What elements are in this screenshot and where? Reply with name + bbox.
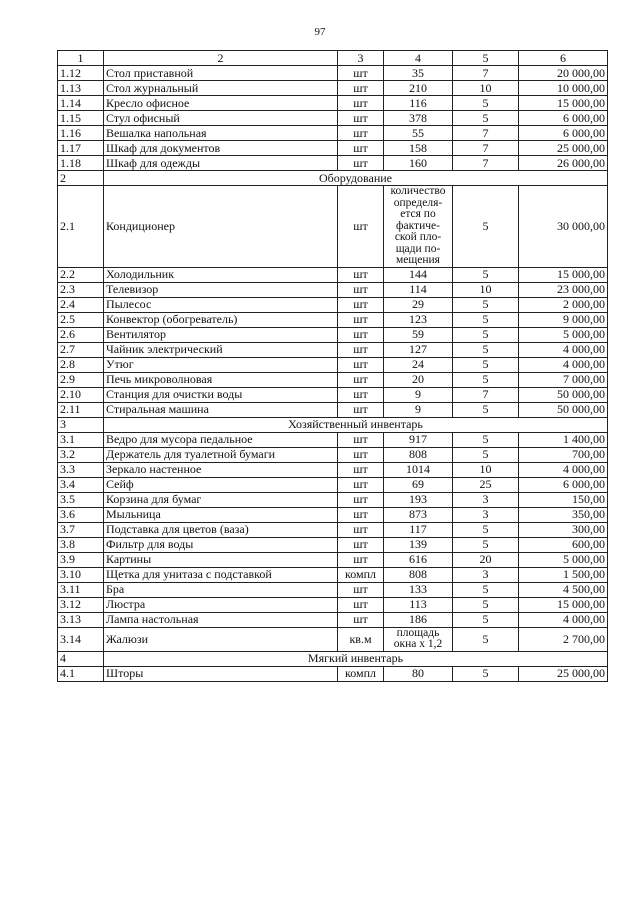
item-unit: шт <box>338 492 384 507</box>
item-number: 2.11 <box>58 402 104 417</box>
item-name: Холодильник <box>104 267 338 282</box>
item-name: Станция для очистки воды <box>104 387 338 402</box>
item-number: 1.12 <box>58 66 104 81</box>
item-price: 30 000,00 <box>519 186 608 268</box>
item-unit: шт <box>338 507 384 522</box>
item-name: Ведро для мусора педальное <box>104 432 338 447</box>
item-unit: шт <box>338 126 384 141</box>
item-price: 5 000,00 <box>519 327 608 342</box>
item-service-life: 5 <box>453 357 519 372</box>
section-number: 4 <box>58 651 104 666</box>
item-unit: шт <box>338 447 384 462</box>
item-unit: шт <box>338 312 384 327</box>
item-number: 1.13 <box>58 81 104 96</box>
column-number-row <box>58 51 608 66</box>
item-name: Фильтр для воды <box>104 537 338 552</box>
table-row <box>58 66 608 81</box>
item-name: Картины <box>104 552 338 567</box>
item-unit: шт <box>338 372 384 387</box>
table-row <box>58 186 608 268</box>
quantity-line: количество <box>390 185 446 197</box>
table-row <box>58 282 608 297</box>
item-quantity: 127 <box>384 342 453 357</box>
item-unit: шт <box>338 432 384 447</box>
item-service-life: 10 <box>453 282 519 297</box>
item-name: Подставка для цветов (ваза) <box>104 522 338 537</box>
column-number-cell: 2 <box>104 51 338 66</box>
item-unit: шт <box>338 462 384 477</box>
table-row <box>58 552 608 567</box>
item-number: 1.18 <box>58 156 104 171</box>
item-price: 4 000,00 <box>519 342 608 357</box>
item-quantity: 873 <box>384 507 453 522</box>
item-name: Кресло офисное <box>104 96 338 111</box>
item-service-life: 7 <box>453 156 519 171</box>
item-quantity: 210 <box>384 81 453 96</box>
item-price: 600,00 <box>519 537 608 552</box>
section-number: 3 <box>58 417 104 432</box>
item-name: Сейф <box>104 477 338 492</box>
item-service-life: 5 <box>453 342 519 357</box>
item-price: 1 400,00 <box>519 432 608 447</box>
section-row <box>58 171 608 186</box>
item-price: 6 000,00 <box>519 126 608 141</box>
item-quantity: 80 <box>384 666 453 681</box>
item-quantity: 24 <box>384 357 453 372</box>
table-row <box>58 81 608 96</box>
item-quantity: 616 <box>384 552 453 567</box>
item-number: 3.3 <box>58 462 104 477</box>
item-name: Кондиционер <box>104 186 338 268</box>
item-service-life: 5 <box>453 447 519 462</box>
item-quantity: 1014 <box>384 462 453 477</box>
item-number: 1.16 <box>58 126 104 141</box>
item-price: 9 000,00 <box>519 312 608 327</box>
item-name: Лампа настольная <box>104 612 338 627</box>
item-quantity: 123 <box>384 312 453 327</box>
table-row <box>58 372 608 387</box>
item-number: 2.7 <box>58 342 104 357</box>
item-unit: шт <box>338 111 384 126</box>
item-price: 23 000,00 <box>519 282 608 297</box>
item-unit: шт <box>338 297 384 312</box>
section-title: Мягкий инвентарь <box>104 651 608 666</box>
item-number: 3.2 <box>58 447 104 462</box>
item-quantity <box>384 627 453 651</box>
table-row <box>58 492 608 507</box>
item-unit: шт <box>338 597 384 612</box>
item-unit: шт <box>338 522 384 537</box>
item-unit: шт <box>338 582 384 597</box>
quantity-line: мещения <box>396 254 440 266</box>
item-name: Стул офисный <box>104 111 338 126</box>
item-number: 1.17 <box>58 141 104 156</box>
table-row <box>58 666 608 681</box>
item-service-life: 5 <box>453 327 519 342</box>
item-number: 3.9 <box>58 552 104 567</box>
item-service-life: 5 <box>453 372 519 387</box>
item-number: 2.6 <box>58 327 104 342</box>
item-number: 3.13 <box>58 612 104 627</box>
item-name: Шкаф для документов <box>104 141 338 156</box>
item-quantity: 808 <box>384 567 453 582</box>
item-service-life: 5 <box>453 111 519 126</box>
item-unit: шт <box>338 342 384 357</box>
item-service-life: 7 <box>453 387 519 402</box>
item-number: 2.5 <box>58 312 104 327</box>
item-name: Корзина для бумаг <box>104 492 338 507</box>
item-quantity: 117 <box>384 522 453 537</box>
item-price: 150,00 <box>519 492 608 507</box>
column-number-cell: 3 <box>338 51 384 66</box>
item-unit: шт <box>338 387 384 402</box>
item-unit: шт <box>338 186 384 268</box>
table-row <box>58 312 608 327</box>
item-service-life: 3 <box>453 507 519 522</box>
item-number: 3.10 <box>58 567 104 582</box>
item-unit: шт <box>338 66 384 81</box>
item-service-life: 3 <box>453 567 519 582</box>
item-quantity: 9 <box>384 387 453 402</box>
table-row <box>58 357 608 372</box>
item-number: 1.14 <box>58 96 104 111</box>
table-row <box>58 267 608 282</box>
item-unit: шт <box>338 537 384 552</box>
column-number-cell: 1 <box>58 51 104 66</box>
item-unit: шт <box>338 141 384 156</box>
item-price: 26 000,00 <box>519 156 608 171</box>
table-row <box>58 387 608 402</box>
item-unit: компл <box>338 567 384 582</box>
item-number: 3.5 <box>58 492 104 507</box>
item-number: 2.4 <box>58 297 104 312</box>
item-service-life: 25 <box>453 477 519 492</box>
item-name: Стиральная машина <box>104 402 338 417</box>
column-number-cell: 4 <box>384 51 453 66</box>
item-quantity: 59 <box>384 327 453 342</box>
item-price: 4 000,00 <box>519 612 608 627</box>
item-service-life: 5 <box>453 186 519 268</box>
table-row <box>58 612 608 627</box>
item-unit: компл <box>338 666 384 681</box>
item-service-life: 5 <box>453 522 519 537</box>
table-row <box>58 402 608 417</box>
table-row <box>58 582 608 597</box>
section-row <box>58 417 608 432</box>
item-price: 4 000,00 <box>519 462 608 477</box>
item-quantity: 113 <box>384 597 453 612</box>
table-row <box>58 342 608 357</box>
table-row <box>58 126 608 141</box>
column-number-cell: 5 <box>453 51 519 66</box>
table-row <box>58 477 608 492</box>
item-price: 50 000,00 <box>519 387 608 402</box>
table-row <box>58 462 608 477</box>
item-name: Люстра <box>104 597 338 612</box>
item-price: 4 500,00 <box>519 582 608 597</box>
item-service-life: 7 <box>453 141 519 156</box>
item-name: Мыльница <box>104 507 338 522</box>
item-service-life: 5 <box>453 666 519 681</box>
item-quantity: 186 <box>384 612 453 627</box>
item-name: Шторы <box>104 666 338 681</box>
item-quantity: 917 <box>384 432 453 447</box>
item-service-life: 10 <box>453 462 519 477</box>
item-name: Телевизор <box>104 282 338 297</box>
table-row <box>58 522 608 537</box>
item-name: Жалюзи <box>104 627 338 651</box>
item-quantity: 55 <box>384 126 453 141</box>
item-number: 2.9 <box>58 372 104 387</box>
item-service-life: 5 <box>453 312 519 327</box>
quantity-line: ской пло- <box>394 231 442 243</box>
item-name: Бра <box>104 582 338 597</box>
item-service-life: 5 <box>453 432 519 447</box>
item-price: 15 000,00 <box>519 597 608 612</box>
section-title: Хозяйственный инвентарь <box>104 417 608 432</box>
item-quantity: 133 <box>384 582 453 597</box>
item-number: 1.15 <box>58 111 104 126</box>
item-unit: шт <box>338 81 384 96</box>
table-row <box>58 627 608 651</box>
item-service-life: 10 <box>453 81 519 96</box>
item-price: 300,00 <box>519 522 608 537</box>
quantity-line: ется по <box>400 208 436 220</box>
item-quantity: 35 <box>384 66 453 81</box>
item-unit: шт <box>338 357 384 372</box>
item-price: 10 000,00 <box>519 81 608 96</box>
item-name: Конвектор (обогреватель) <box>104 312 338 327</box>
item-unit: шт <box>338 267 384 282</box>
item-quantity: 69 <box>384 477 453 492</box>
item-number: 3.11 <box>58 582 104 597</box>
item-price: 2 700,00 <box>519 627 608 651</box>
item-price: 700,00 <box>519 447 608 462</box>
item-quantity: 808 <box>384 447 453 462</box>
item-unit: шт <box>338 156 384 171</box>
item-unit: шт <box>338 327 384 342</box>
item-name: Держатель для туалетной бумаги <box>104 447 338 462</box>
item-unit: шт <box>338 477 384 492</box>
item-name: Стол приставной <box>104 66 338 81</box>
quantity-line: фактиче- <box>396 219 440 232</box>
item-number: 3.1 <box>58 432 104 447</box>
table-row <box>58 141 608 156</box>
quantity-line: определя- <box>393 196 443 209</box>
item-service-life: 5 <box>453 612 519 627</box>
table-row <box>58 537 608 552</box>
item-name: Пылесос <box>104 297 338 312</box>
item-name: Щетка для унитаза с подставкой <box>104 567 338 582</box>
item-name: Вешалка напольная <box>104 126 338 141</box>
item-unit: шт <box>338 552 384 567</box>
item-quantity: 114 <box>384 282 453 297</box>
item-name: Стол журнальный <box>104 81 338 96</box>
item-quantity: 9 <box>384 402 453 417</box>
item-service-life: 5 <box>453 96 519 111</box>
item-quantity: 144 <box>384 267 453 282</box>
item-price: 350,00 <box>519 507 608 522</box>
item-name: Вентилятор <box>104 327 338 342</box>
item-number: 2.3 <box>58 282 104 297</box>
item-service-life: 5 <box>453 297 519 312</box>
table-row <box>58 96 608 111</box>
item-number: 2.8 <box>58 357 104 372</box>
item-service-life: 7 <box>453 66 519 81</box>
item-quantity: 139 <box>384 537 453 552</box>
quantity-line: щади по- <box>395 242 441 255</box>
table-row <box>58 111 608 126</box>
table-row <box>58 507 608 522</box>
item-service-life: 5 <box>453 537 519 552</box>
item-name: Печь микроволновая <box>104 372 338 387</box>
quantity-line: площадь <box>396 627 440 639</box>
item-quantity: 193 <box>384 492 453 507</box>
item-service-life: 7 <box>453 126 519 141</box>
item-price: 6 000,00 <box>519 477 608 492</box>
item-number: 3.7 <box>58 522 104 537</box>
item-quantity: 20 <box>384 372 453 387</box>
item-name: Зеркало настенное <box>104 462 338 477</box>
section-title: Оборудование <box>104 171 608 186</box>
table-row <box>58 447 608 462</box>
item-service-life: 5 <box>453 402 519 417</box>
item-service-life: 20 <box>453 552 519 567</box>
item-price: 6 000,00 <box>519 111 608 126</box>
item-unit: шт <box>338 612 384 627</box>
table-row <box>58 297 608 312</box>
item-quantity: 160 <box>384 156 453 171</box>
item-service-life: 5 <box>453 267 519 282</box>
item-name: Шкаф для одежды <box>104 156 338 171</box>
item-price: 2 000,00 <box>519 297 608 312</box>
item-name: Чайник электрический <box>104 342 338 357</box>
item-unit: шт <box>338 96 384 111</box>
quantity-line: окна х 1,2 <box>393 638 443 650</box>
item-price: 15 000,00 <box>519 96 608 111</box>
item-price: 5 000,00 <box>519 552 608 567</box>
item-number: 3.8 <box>58 537 104 552</box>
item-unit: кв.м <box>338 627 384 651</box>
table-row <box>58 597 608 612</box>
item-service-life: 3 <box>453 492 519 507</box>
item-unit: шт <box>338 282 384 297</box>
item-quantity: 29 <box>384 297 453 312</box>
item-number: 2.2 <box>58 267 104 282</box>
section-row <box>58 651 608 666</box>
item-number: 4.1 <box>58 666 104 681</box>
item-quantity: 116 <box>384 96 453 111</box>
item-service-life: 5 <box>453 627 519 651</box>
item-name: Утюг <box>104 357 338 372</box>
item-price: 50 000,00 <box>519 402 608 417</box>
table-row <box>58 432 608 447</box>
item-quantity: 158 <box>384 141 453 156</box>
item-number: 3.4 <box>58 477 104 492</box>
table-row <box>58 567 608 582</box>
page-number: 97 <box>314 26 326 38</box>
item-number: 3.14 <box>58 627 104 651</box>
item-price: 25 000,00 <box>519 666 608 681</box>
item-number: 3.12 <box>58 597 104 612</box>
item-price: 15 000,00 <box>519 267 608 282</box>
item-service-life: 5 <box>453 597 519 612</box>
item-number: 2.10 <box>58 387 104 402</box>
item-service-life: 5 <box>453 582 519 597</box>
column-number-cell: 6 <box>519 51 608 66</box>
item-price: 25 000,00 <box>519 141 608 156</box>
inventory-table <box>57 50 608 682</box>
item-number: 3.6 <box>58 507 104 522</box>
item-price: 20 000,00 <box>519 66 608 81</box>
item-unit: шт <box>338 402 384 417</box>
item-quantity <box>384 186 453 268</box>
item-price: 4 000,00 <box>519 357 608 372</box>
table-row <box>58 327 608 342</box>
item-price: 1 500,00 <box>519 567 608 582</box>
item-number: 2.1 <box>58 186 104 268</box>
item-quantity: 378 <box>384 111 453 126</box>
item-price: 7 000,00 <box>519 372 608 387</box>
section-number: 2 <box>58 171 104 186</box>
table-row <box>58 156 608 171</box>
